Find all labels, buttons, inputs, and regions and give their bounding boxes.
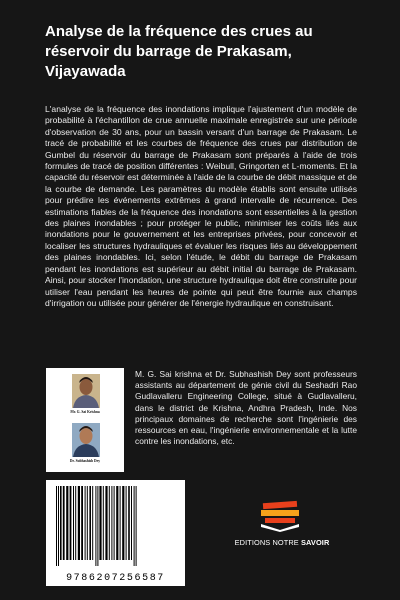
barcode-bar [70,486,72,560]
publisher-name-prefix: EDITIONS NOTRE [234,538,301,547]
barcode-bar [58,486,59,566]
barcode-bar [128,486,130,560]
publisher-logo [257,500,303,532]
barcode-bar [75,486,76,560]
barcode-bar [78,486,80,560]
isbn-barcode [46,480,185,586]
barcode-bar [85,486,86,560]
publisher-name [232,538,332,547]
barcode-bar [92,486,93,560]
barcode-bar [116,486,118,560]
barcode-bar [111,486,112,560]
barcode-bar [109,486,110,560]
barcode-bar [56,486,57,566]
barcode-bar [81,486,83,560]
barcode-bar [103,486,104,560]
barcode-bar [99,486,101,560]
barcode-bar [95,486,96,566]
author-photo-2 [72,423,100,457]
barcode-bar [63,486,65,560]
barcode-bar [120,486,121,560]
author-bio: M. G. Sai krishna et Dr. Subhashish Dey sont professeurs assistants au département de génie civil du Seshadri Rao Gudlavalleru Engineering College, situé à Gudlavalleru, dans le district de Krishna, Andhra Pradesh, Inde. Nos principaux domaines de recherche sont l'ingénierie des ressources en eau, l'ingénierie environnementale et la lutte contre les inondations, etc. [135,369,357,447]
author-photo-1 [72,374,100,408]
barcode-bar [114,486,115,560]
barcode-bar [134,486,135,566]
barcode-bar [122,486,124,560]
book-title: Analyse de la fréquence des crues au réservoir du barrage de Prakasam, Vijayawada [45,23,313,80]
barcode-bar [60,486,62,560]
abstract-text: L'analyse de la fréquence des inondations implique l'ajustement d'un modèle de probabilité à l'échantillon de crue annuelle maximale enregistrée sur une période d'observation de 30 ans, pour un bassin versant d'un barrage de Prakasam. Le tracé de probabilité et les courbes de fréquence des crues par distribution de Gumbel du réservoir du barrage de Prakasam sont préparés à l'aide de trois formules de tracé de position différentes : Weibull, Gringorten et L-moments. Et la capacité du réservoir est déterminée à l'aide de la courbe de débit massique et de la courbe de demande. Les paramètres du modèle établis sont ensuite utilisés pour prédire les événements extrêmes à grand intervalle de récurrence. Des estimations fiables de la fréquence des inondations sont essentielles à la gestion des plaines inondables ; pour protéger le public, minimiser les coûts liés aux inondations pour le gouvernement et les entreprises privées, pour concevoir et localiser les structures hydrauliques et évaluer les risques liés au développement des plaines inondables. Ici, selon l'étude, le débit du barrage de Prakasam pendant les inondations est supérieur au débit initial du barrage de Prakasam. Ainsi, pour stocker l'inondation, une structure hydraulique doit être construite pour utiliser l'eau pendant les heures de pointe qui peut être fournie aux champs d'irrigation ou utilisée pour générer de l'énergie hydraulique en construisant. [45,104,357,308]
author-photo-1-caption: Mr. G. Sai Krishna [70,410,100,414]
barcode-bar [66,486,68,560]
barcode-bar [126,486,127,560]
isbn-number: 9786207256587 [66,573,165,584]
barcode-bar [87,486,88,560]
barcode-bar [73,486,74,560]
author-photo-2-caption: Dr. Subhashish Dey [69,459,101,463]
barcode-bar [105,486,107,560]
author-photos-panel [46,368,124,472]
barcode-bar [97,486,98,566]
barcode-bar [89,486,91,560]
barcode-bars [54,486,177,566]
barcode-bar [131,486,132,560]
barcode-bar [136,486,137,566]
publisher-name-bold: SAVOIR [301,538,330,547]
